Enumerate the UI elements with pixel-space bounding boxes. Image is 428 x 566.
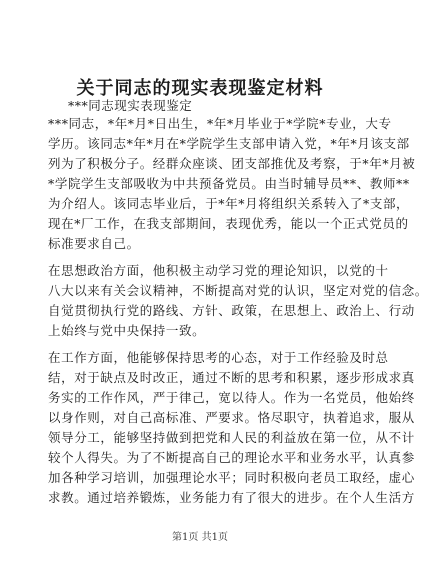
text-line: 务实的工作作风，严于律己，宽以待人。作为一名党员，他始终 (48, 390, 415, 405)
paragraph (48, 348, 415, 508)
paragraph (48, 261, 428, 341)
paragraph (48, 114, 416, 254)
text-line: 结，对于缺点及时改正，通过不断的思考和积累，逐步形成求真 (48, 370, 415, 385)
document-subtitle: ***同志现实表现鉴定 (68, 98, 193, 113)
text-line: ***同志，*年*月*日出生，*年*月毕业于*学院*专业，大专 (48, 116, 392, 131)
text-line: 较个人得失。为了不断提高自己的理论水平和业务水平，认真参 (48, 450, 415, 465)
text-line: 在思想政治方面，他积极主动学习党的理论知识，以党的十 (48, 263, 389, 278)
text-line: 以身作则，对自己高标准、严要求。恪尽职守，执着追求，服从 (48, 410, 415, 425)
text-line: 现在*厂工作，在我支部期间，表现优秀，能以一个正式党员的 (48, 216, 409, 231)
text-line: 求教。通过培养锻炼，业务能力有了很大的进步。在个人生活方 (48, 490, 415, 505)
text-line: 加各种学习培训，加强理论水平；同时积极向老员工取经，虚心 (48, 470, 415, 485)
page-footer: 第1页 共1页 (172, 532, 228, 543)
text-line: *学院学生支部吸收为中共预备党员。由当时辅导员**、教师** (48, 176, 410, 191)
document-body (48, 114, 428, 508)
text-line: 上始终与党中央保持一致。 (48, 323, 206, 338)
text-line: 列为了积极分子。经群众座谈、团支部推优及考察，于*年*月被 (48, 156, 416, 171)
text-line: 为介绍人。该同志毕业后，于*年*月将组织关系转入了*支部， (48, 196, 410, 211)
text-line: 八大以来有关会议精神，不断提高对党的认识，坚定对党的信念。 (48, 283, 428, 298)
document-title: 关于同志的现实表现鉴定材料 (76, 78, 324, 99)
text-line: 领导分工，能够坚持做到把党和人民的利益放在第一位，从不计 (48, 430, 415, 445)
text-line: 自觉贯彻执行党的路线、方针、政策，在思想上、政治上、行动 (48, 303, 415, 318)
text-line: 标准要求自己。 (48, 236, 140, 251)
text-line: 学历。该同志*年*月在*学院学生支部申请入党，*年*月该支部 (48, 136, 410, 151)
text-line: 在工作方面，他能够保持思考的心态，对于工作经验及时总 (48, 350, 389, 365)
